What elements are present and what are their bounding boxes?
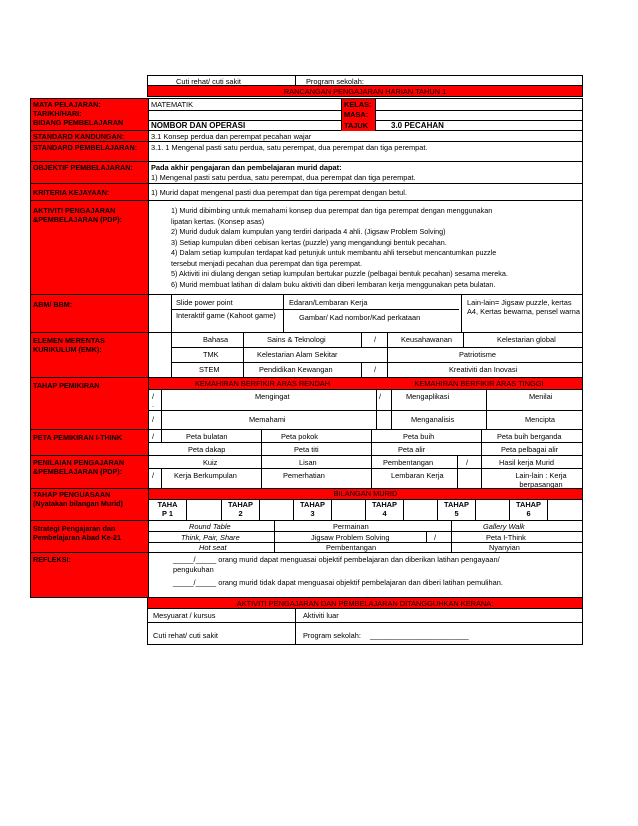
tahap-mark: / <box>379 392 382 401</box>
peta-buih-berganda: Peta buih berganda <box>497 432 562 441</box>
tahap-cell-text: 2 <box>238 509 243 518</box>
tahap-cell-text: 3 <box>310 509 315 518</box>
kbar-rendah: KEMAHIRAN BERFIKIR ARAS RENDAH <box>194 379 331 388</box>
tajuk-value: 3.0 PECAHAN <box>391 121 444 130</box>
title-bar <box>147 86 583 97</box>
strategi-gallery: Gallery Walk <box>483 522 525 531</box>
penguasaan-row <box>30 489 583 521</box>
tahap-cell-3 <box>293 499 365 520</box>
penilaian-lain: Lain-lain : Kerja berpasangan <box>515 471 567 489</box>
info-block <box>30 98 583 131</box>
tahap-cell-1 <box>149 499 221 520</box>
cuti-label: Cuti rehat/ cuti sakit <box>176 77 241 86</box>
refleksi-line-2: pengukuhan <box>173 565 214 574</box>
penilaian-mark: / <box>152 471 155 480</box>
bidang-value: NOMBOR DAN OPERASI <box>151 121 246 130</box>
program-label-bottom: Program sekolah: <box>303 631 361 640</box>
strategi-mark: / <box>434 533 437 542</box>
ditangguhkan-heading: AKTIVITI PENGAJARAN DAN PEMBELAJARAN DITANGGUHKAN KERANA: <box>236 599 494 608</box>
refleksi-row <box>30 553 583 598</box>
abm-gambar: Gambar/ Kad nombor/Kad perkataan <box>299 313 421 322</box>
aktiviti-label: AKTIVITI PENGAJARAN &PEMBELAJARAN (PDP): <box>31 201 148 294</box>
tahap-cell-text: 4 <box>382 509 387 518</box>
strategi-nyanyian: Nyanyian <box>489 543 520 552</box>
strategi-permainan: Permainan <box>333 522 369 531</box>
tahap-cell-text: TAHAP <box>300 500 325 509</box>
emk-sains: Sains & Teknologi <box>267 335 326 344</box>
peta-titi: Peta titi <box>294 445 319 454</box>
program-label: Program sekolah: <box>306 77 364 86</box>
tahap-cell-text: TAHAP <box>228 500 253 509</box>
ditangguhkan-header <box>147 598 583 609</box>
tahap-memahami: Memahami <box>249 415 286 424</box>
tahap-mencipta: Mencipta <box>525 415 555 424</box>
penguasaan-label: TAHAP PENGUASAAN (Nyatakan bilangan Murid) <box>31 489 148 520</box>
bidang-label: BIDANG PEMBELAJARAN <box>33 118 124 127</box>
tahap-menganalisis: Menganalisis <box>411 415 455 424</box>
strategi-label: Strategi Pengajaran dan Pembelajaran Abad Ke-21 <box>31 521 148 552</box>
emk-bahasa: Bahasa <box>203 335 229 344</box>
penilaian-kerja-berkumpulan: Kerja Berkumpulan <box>174 471 237 480</box>
ditangguhkan-row-1 <box>147 609 583 623</box>
tahap-cell-text: TAHAP <box>372 500 397 509</box>
strategi-tps: Think, Pair, Share <box>181 533 240 542</box>
tahap-label: TAHAP PEMIKIRAN <box>31 378 148 429</box>
peta-dakap: Peta dakap <box>188 445 226 454</box>
tahap-cell-text: 6 <box>526 509 531 518</box>
peta-pelbagai-alir: Peta pelbagai alir <box>501 445 559 454</box>
penilaian-row <box>30 456 583 489</box>
sp-label: STANDARD PEMBELAJARAN: <box>31 142 148 161</box>
kriteria-label: KRITERIA KEJAYAAN: <box>31 184 148 200</box>
sk-value: 3.1 Konsep perdua dan perempat pecahan wajar <box>151 132 312 141</box>
emk-mark: / <box>374 365 377 374</box>
tahap-cell-text: TAHAP <box>444 500 469 509</box>
aktiviti-line: 2) Murid duduk dalam kumpulan yang terdiri daripada 4 ahli. (Jigsaw Problem Solving) <box>171 227 446 236</box>
kbar-header <box>149 378 582 389</box>
masa-label: MASA: <box>344 110 369 119</box>
cuti-label-bottom: Cuti rehat/ cuti sakit <box>153 631 218 640</box>
info-labels <box>31 99 148 130</box>
tajuk-label: TAJUK <box>344 121 369 130</box>
emk-kelestarian: Kelestarian Alam Sekitar <box>257 350 338 359</box>
emk-stem: STEM <box>199 365 220 374</box>
penilaian-pembentangan: Pembentangan <box>383 458 434 467</box>
strategi-hot-seat: Hot seat <box>199 543 227 552</box>
strategi-row <box>30 521 583 553</box>
tahap-cell-text: P 1 <box>162 509 173 518</box>
penilaian-label: PENILAIAN PENGAJARAN &PEMBELAJARAN (PDP): <box>31 456 148 488</box>
strategi-peta: Peta I-Think <box>486 533 526 542</box>
abm-slide: Slide power point <box>176 298 233 307</box>
tahap-row <box>30 378 583 430</box>
tahap-cell-6 <box>509 499 581 520</box>
objektif-row <box>30 162 583 184</box>
tahap-dot: . <box>152 400 155 409</box>
emk-kewangan: Pendidikan Kewangan <box>259 365 333 374</box>
strategi-pembentangan: Pembentangan <box>326 543 377 552</box>
refleksi-label: REFLEKSI: <box>31 553 148 597</box>
peta-row <box>30 430 583 456</box>
aktiviti-luar-label: Aktiviti luar <box>303 611 339 620</box>
peta-pokok: Peta pokok <box>281 432 318 441</box>
strategi-round-table: Round Table <box>189 522 231 531</box>
emk-tmk: TMK <box>203 350 219 359</box>
peta-bulatan: Peta bulatan <box>186 432 228 441</box>
abm-row <box>30 295 583 333</box>
penilaian-kuiz: Kuiz <box>203 458 218 467</box>
tahap-cell-2 <box>221 499 293 520</box>
peta-mark: / <box>152 432 155 441</box>
mata-value: MATEMATIK <box>151 100 194 109</box>
mesyuarat-label: Mesyuarat / kursus <box>153 611 216 620</box>
aktiviti-line: tersebut menjadi pecahan dua perempat dan tiga perempat. <box>171 258 362 268</box>
abm-lain: Lain-lain= Jigsaw puzzle, kertas A4, Kertas bewarna, pensel warna <box>467 298 580 316</box>
penilaian-lisan: Lisan <box>299 458 317 467</box>
kriteria-item: 1) Murid dapat mengenal pasti dua perempat dan tiga perempat dengan betul. <box>151 188 407 197</box>
tahap-cell-4 <box>365 499 437 520</box>
strategi-jigsaw: Jigsaw Problem Solving <box>311 533 390 542</box>
bilangan-heading: BILANGAN MURID <box>333 489 398 498</box>
peta-buih: Peta buih <box>403 432 435 441</box>
emk-patriotisme: Patriotisme <box>459 350 496 359</box>
sp-value: 3.1. 1 Mengenal pasti satu perdua, satu perempat, dua perempat dan tiga perempat. <box>151 143 428 152</box>
tahap-cell-text: 5 <box>454 509 459 518</box>
ditangguhkan-row-2 <box>147 623 583 645</box>
aktiviti-line: 6) Murid membuat latihan di dalam buku aktiviti dan diberi lembaran kerja menggunakan peta bulatan. <box>171 279 496 289</box>
tarikh-label: TARIKH/HARI: <box>33 109 82 118</box>
peta-label: PETA PEMIKIRAN I-THINK <box>31 430 148 455</box>
aktiviti-line: 1) Murid dibimbing untuk memahami konsep dua perempat dan tiga perempat dengan menggunakan <box>171 206 493 215</box>
kelas-label-cell <box>341 99 375 131</box>
peta-alir: Peta alir <box>398 445 426 454</box>
aktiviti-line: lipatan kertas. (Konsep asas) <box>171 216 265 226</box>
program-line-bottom: ________________________ <box>370 631 469 640</box>
emk-keusahawanan: Keusahawanan <box>401 335 452 344</box>
tahap-mengingat: Mengingat <box>255 392 290 401</box>
penilaian-hasil: Hasil kerja Murid <box>499 458 555 467</box>
aktiviti-list <box>171 206 508 290</box>
emk-label: ELEMEN MERENTAS KURIKULUM (EMK): <box>31 333 148 377</box>
penilaian-mark: / <box>466 458 469 467</box>
tahap-cell-text: TAHAP <box>516 500 541 509</box>
sp-row <box>30 142 583 162</box>
tahap-mengaplikasi: Mengaplikasi <box>406 392 450 401</box>
refleksi-line-1: _____/_____ orang murid dapat menguasai objektif pembelajaran dan diberikan latihan pengayaan/ <box>173 555 500 564</box>
aktiviti-row <box>30 201 583 295</box>
emk-row <box>30 333 583 378</box>
abm-label: ABM/ BBM: <box>31 295 148 332</box>
objektif-label: OBJEKTIF PEMBELAJARAN: <box>31 162 148 183</box>
aktiviti-line: 4) Dalam setiap kumpulan terdapat kad petunjuk untuk membantu ahli tersebut mencantumkan puzzle <box>171 248 497 257</box>
kbat-tinggi: KEMAHIRAN BERFIKIR ARAS TINGGI <box>414 379 544 388</box>
tahap-mark: / <box>152 415 155 424</box>
rph-document <box>30 75 583 645</box>
aktiviti-line: 3) Setiap kumpulan diberi cebisan kertas (puzzle) yang mengandungi bentuk pecahan. <box>171 237 447 247</box>
tahap-menilai: Menilai <box>529 392 553 401</box>
sk-row <box>30 131 583 142</box>
penilaian-pemerhatian: Pemerhatian <box>283 471 325 480</box>
mata-label: MATA PELAJARAN: <box>33 100 101 109</box>
emk-kreativiti: Kreativiti dan Inovasi <box>449 365 518 374</box>
refleksi-line-3: _____/_____ orang murid tidak dapat menguasai objektif pembelajaran dan diberi latihan pemulihan. <box>173 578 503 587</box>
abm-interaktif: Interaktif game (Kahoot game) <box>176 311 276 320</box>
page-title: RANCANGAN PENGAJARAN HARIAN TAHUN 1 <box>283 87 447 96</box>
penilaian-lembaran: Lembaran Kerja <box>391 471 444 480</box>
sk-label: STANDARD KANDUNGAN: <box>31 131 148 141</box>
kelas-label: KELAS: <box>344 100 372 109</box>
emk-global: Kelestarian global <box>497 335 556 344</box>
emk-mark: / <box>374 335 377 344</box>
abm-edaran: Edaran/Lembaran Kerja <box>289 298 368 307</box>
tahap-cell-5 <box>437 499 509 520</box>
objektif-heading: Pada akhir pengajaran dan pembelajaran murid dapat: <box>151 163 342 172</box>
aktiviti-line: 5) Aktiviti ini diulang dengan setiap kumpulan bertukar puzzle (pelbagai bentuk pecahan) sesama mereka. <box>171 269 508 278</box>
top-status-row <box>147 75 583 86</box>
objektif-item: 1) Mengenal pasti satu perdua, satu perempat, dua perempat dan tiga perempat. <box>151 173 416 182</box>
bilangan-header <box>149 489 582 499</box>
kriteria-row <box>30 184 583 201</box>
program-line: ________________________ <box>373 77 472 86</box>
tahap-cell-text: TAHA <box>157 500 178 509</box>
tahap-mark: / <box>152 392 155 401</box>
